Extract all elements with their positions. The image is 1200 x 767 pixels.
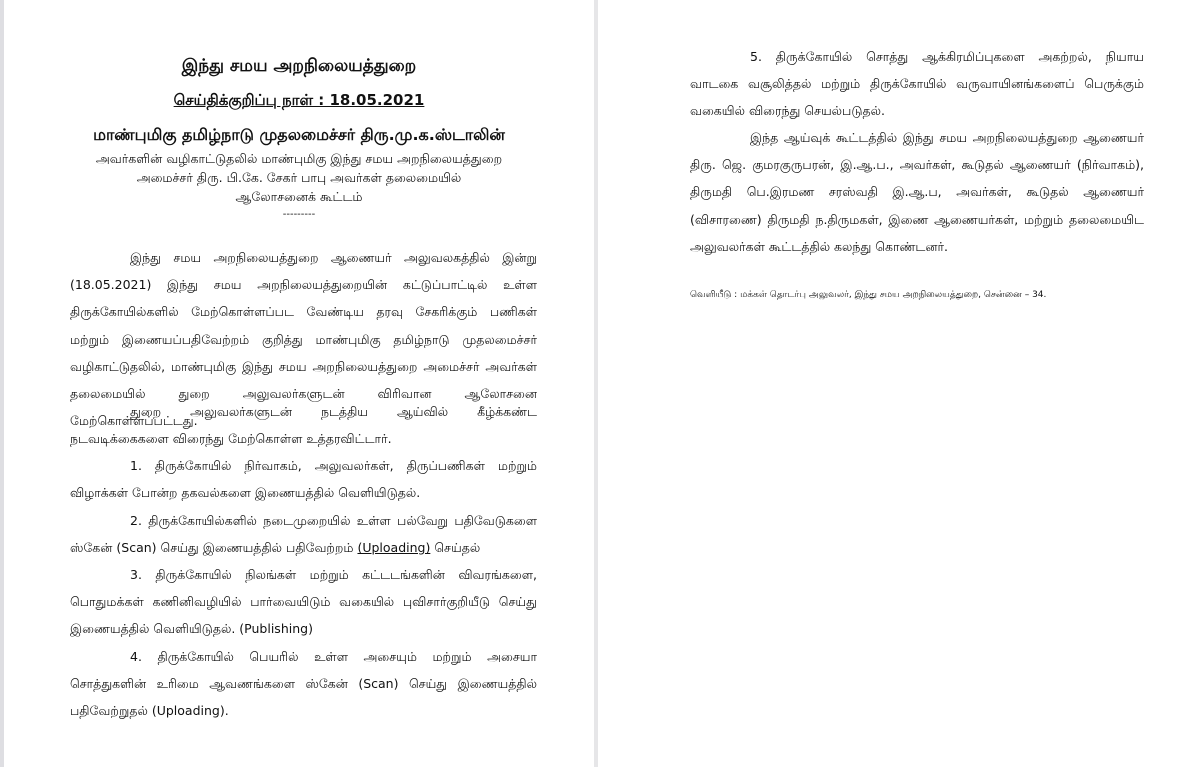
subheadline-line-1: அவர்களின் வழிகாட்டுதலில் மாண்புமிகு இந்து சமய அறநிலையத்துறை bbox=[95, 151, 503, 166]
list-item-4-text: 4. திருக்கோயில் பெயரில் உள்ள அசையும் மற்றும் அசையா சொத்துகளின் உரிமை ஆவணங்களை ஸ்கேன் (Scan) செய்து இணையத்தில் பதிவேற்றுதல் (Uploading). bbox=[70, 649, 537, 719]
uploading-underlined: (Uploading) bbox=[357, 540, 431, 556]
headline: மாண்புமிகு தமிழ்நாடு முதலமைச்சர் திரு.மு.க.ஸ்டாலின் bbox=[93, 125, 505, 144]
paragraph-attendees-text: இந்த ஆய்வுக் கூட்டத்தில் இந்து சமய அறநிலையத்துறை ஆணையர் திரு. ஜெ. குமரகுருபரன், இ.ஆ.ப., அவர்கள், கூடுதல் ஆணையர் (நிர்வாகம்), திருமதி பெ.இரமண சரஸ்வதி இ.ஆ.ப, அவர்கள், கூடுதல் ஆணையர் (விசாரணை) திருமதி ந.திருமகள், இணை ஆணையர்கள், மற்றும் தலைமையிட அலுவலர்கள் கூட்டத்தில் கலந்து கொண்டனர். bbox=[690, 130, 1144, 254]
list-item-3 bbox=[70, 561, 537, 643]
subheadline-line-3: ஆலோசனைக் கூட்டம் bbox=[235, 189, 363, 204]
page-divider bbox=[594, 0, 598, 767]
document-page-2 bbox=[599, 0, 1200, 767]
subheadline-line-2: அமைச்சர் திரு. பி.கே. சேகர் பாபு அவர்கள் தலைமையில் bbox=[136, 170, 462, 185]
list-item-5-text: 5. திருக்கோயில் சொத்து ஆக்கிரமிப்புகளை அகற்றல், நியாய வாடகை வசூலித்தல் மற்றும் திருக்கோயில் வருவாயினங்களைப் பெருக்கும் வகையில் விரைந்து செயல்படுதல். bbox=[690, 49, 1144, 119]
document-page-1 bbox=[5, 0, 593, 767]
paragraph-intro-text: இந்து சமய அறநிலையத்துறை ஆணையர் அலுவலகத்தில் இன்று (18.05.2021) இந்து சமய அறநிலையத்துறையின் கட்டுப்பாட்டில் உள்ள திருக்கோயில்களில் மேற்கொள்ளப்பட வேண்டிய தரவு சேகரிக்கும் பணிகள் மற்றும் இணையப்பதிவேற்றம் குறித்து மாண்புமிகு தமிழ்நாடு முதலமைச்சர் வழிகாட்டுதலில், மாண்புமிகு இந்து சமய அறநிலையத்துறை அமைச்சர் அவர்கள் தலைமையில் துறை அலுவலர்களுடன் விரிவான ஆலோசனை மேற்கொள்ளப்பட்டது. bbox=[70, 250, 537, 429]
paragraph-orders bbox=[70, 398, 537, 452]
header-separator: --------- bbox=[282, 209, 316, 220]
department-title: இந்து சமய அறநிலையத்துறை bbox=[181, 56, 417, 76]
list-item-2 bbox=[70, 507, 537, 561]
list-item-1 bbox=[70, 452, 537, 506]
paragraph-orders-text: துறை அலுவலர்களுடன் நடத்திய ஆய்வில் கீழ்க்கண்ட நடவடிக்கைகளை விரைந்து மேற்கொள்ள உத்தரவிட்டார். bbox=[70, 404, 537, 447]
list-item-1-text: 1. திருக்கோயில் நிர்வாகம், அலுவலர்கள், திருப்பணிகள் மற்றும் விழாக்கள் போன்ற தகவல்களை இணையத்தில் வெளியிடுதல். bbox=[70, 458, 537, 501]
press-release-date: செய்திக்குறிப்பு நாள் : 18.05.2021 bbox=[173, 91, 425, 109]
list-item-5 bbox=[690, 43, 1144, 125]
list-item-4 bbox=[70, 643, 537, 725]
list-item-3-text: 3. திருக்கோயில் நிலங்கள் மற்றும் கட்டடங்களின் விவரங்களை, பொதுமக்கள் கணினிவழியில் பார்வையிடும் வகையில் புவிசார்குறியீடு செய்து இணையத்தில் வெளியிடுதல். (Publishing) bbox=[70, 567, 537, 637]
release-footer: வெளியீடு : மக்கள் தொடர்பு அலுவலர், இந்து சமய அறநிலையத்துறை, சென்னை – 34. bbox=[690, 290, 1047, 300]
paragraph-attendees bbox=[690, 124, 1144, 260]
list-item-2-text: 2. திருக்கோயில்களில் நடைமுறையில் உள்ள பல்வேறு பதிவேடுகளை ஸ்கேன் (Scan) செய்து இணையத்தில் பதிவேற்றம் bbox=[70, 513, 537, 556]
viewer-left-edge bbox=[0, 0, 4, 767]
list-item-2-suffix: செய்தல் bbox=[430, 540, 481, 556]
